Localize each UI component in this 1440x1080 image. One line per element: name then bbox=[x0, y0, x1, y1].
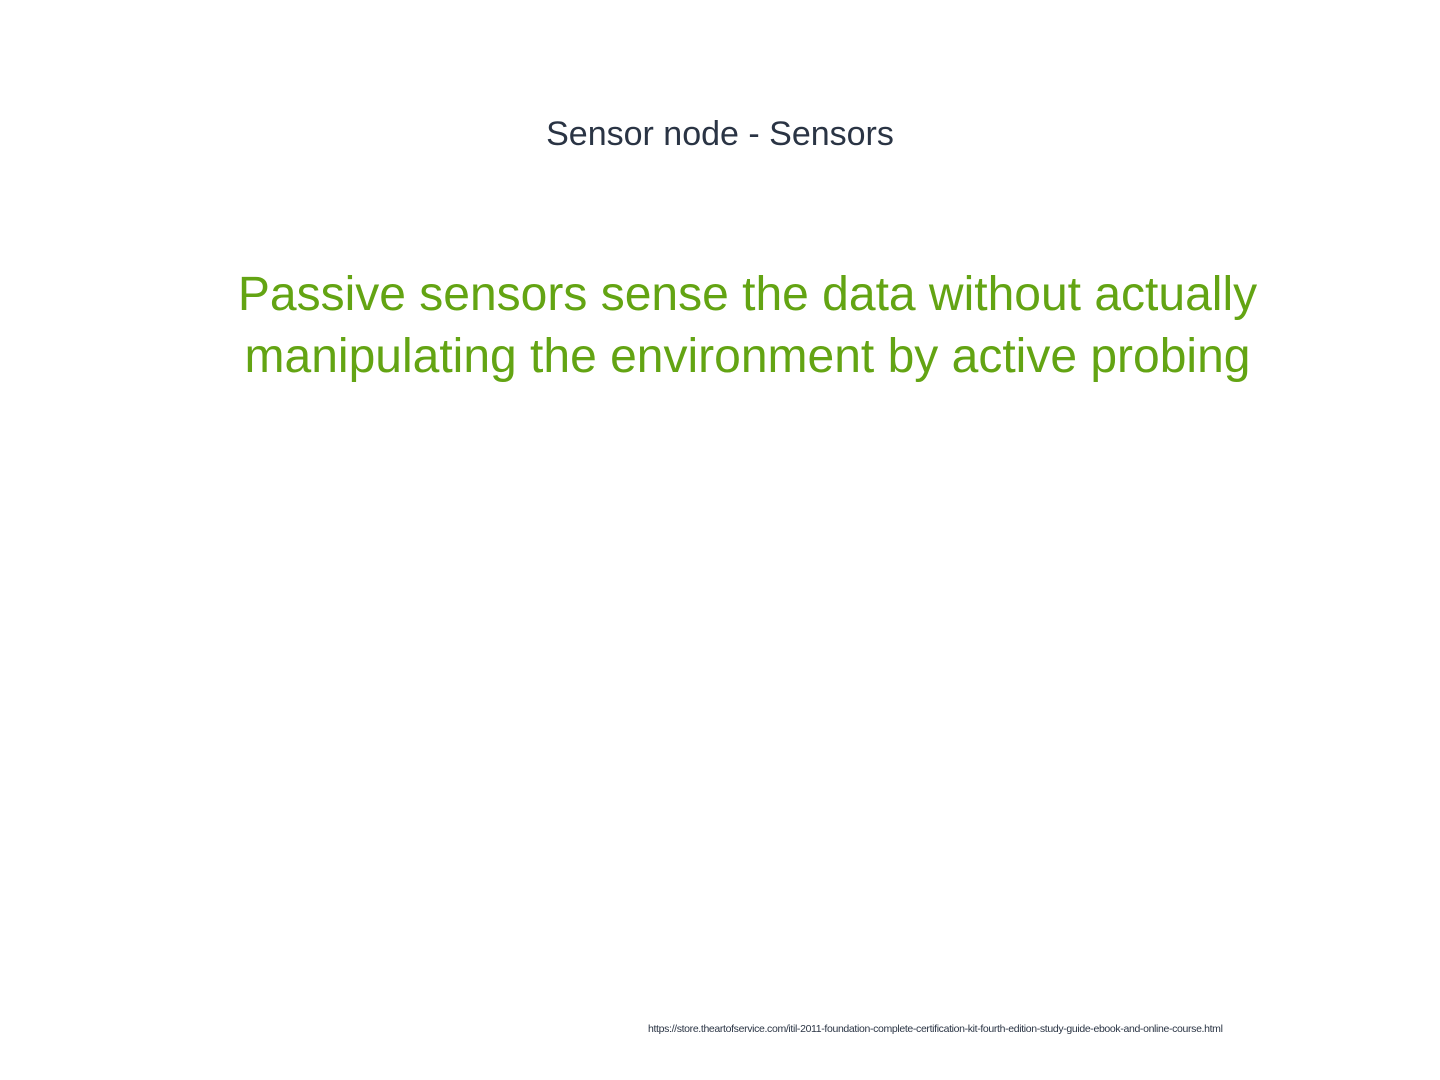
body-line-1: Passive sensors sense the data without actually bbox=[237, 268, 1258, 321]
slide-title: Sensor node - Sensors bbox=[546, 115, 894, 153]
body-line-2: manipulating the environment by active probing bbox=[244, 330, 1251, 383]
source-url-link[interactable]: https://store.theartofservice.com/itil-2011-foundation-complete-certification-kit-fourth-edition-study-guide-ebook-and-online-course.html bbox=[648, 1023, 1223, 1035]
slide-body-text bbox=[150, 264, 1345, 388]
